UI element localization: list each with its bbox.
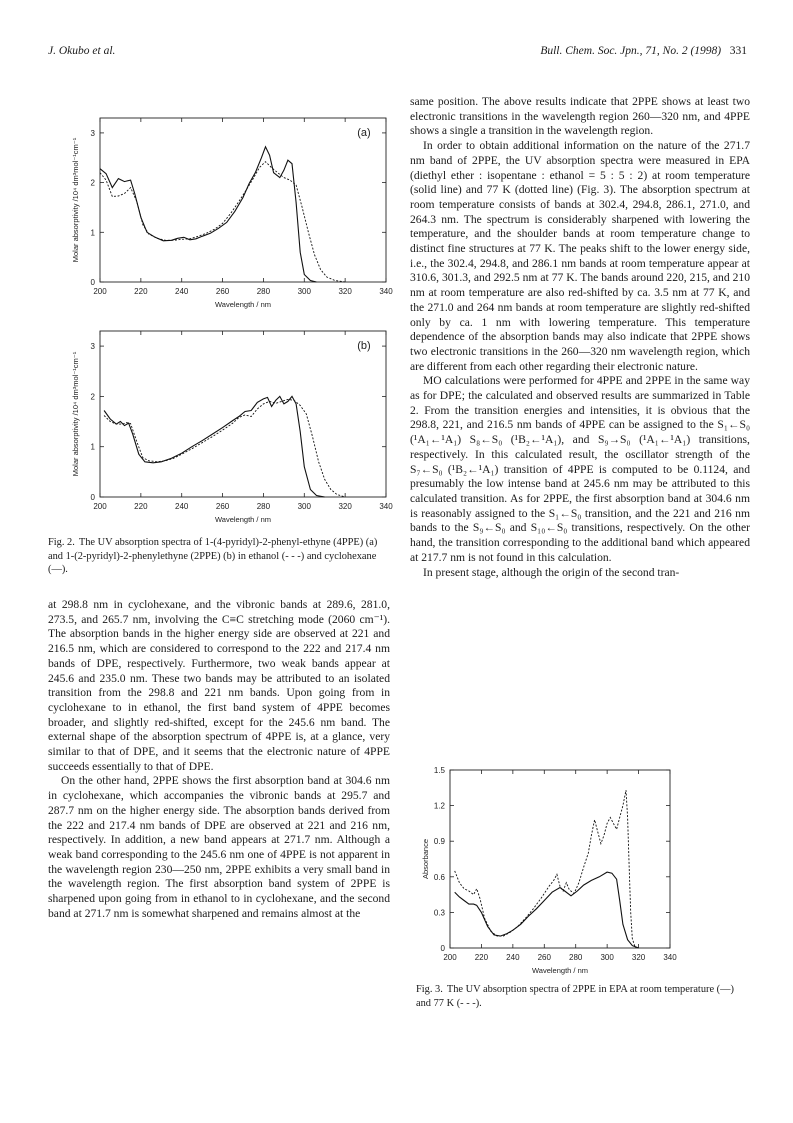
paragraph: In order to obtain additional information on the nature of the 271.7 nm band of 2PPE, the UV absorption spectra were measured in EPA (diethyl ether : isopentane : ethanol = 5 : 5 : 2) at room temperature (solid line) and 77 K (dotted line) (Fig. 3). The absorption spectrum at room temperature consists of bands at 302.4, 294.8, 286.1, 271.0, and 264.3 nm. The spectrum is considerably sharpened with lowering the temperature, and the shoulder bands at room temperature change to distinct fine structures at 77 K. The peaks shift to the lower energy side, i.e., the 302.4, 294.8, and 286.1 nm bands at room temperature appear at 310.6, 301.3, and 292.5 nm at 77 K. The bands around 220, 215, and 210 nm at room temperature are also red-shifted by ca. 3.5 nm at 77 K, and the 271.0 and 264 nm bands at room temperature are slightly red-shifted only by ca. 1 nm with lowering temperature. This temperature dependence of the absorption bands may also indicate that 2PPE shows two electronic transitions in the 260—320 nm wavelength region, which are different from each other regarding their electronic nature. [410,139,750,373]
transition-notation: S₇←S₀ (¹B₂←¹A₁) [410,462,499,476]
figure-3-label: Fig. 3. [416,984,443,995]
transition-notation: S₁←S₀ (¹A₁←¹A₁) [410,418,750,447]
plot-frame [100,118,386,282]
panel-label: (a) [357,127,371,139]
text-run: , and [561,433,590,447]
x-tick-label: 340 [379,502,393,511]
y-tick-label: 0.3 [433,908,445,918]
y-axis-label: Absorbance [421,838,430,880]
x-tick-label: 260 [215,502,230,511]
y-tick-label: 3 [90,128,95,138]
series-solid-line [104,396,325,497]
x-axis-label: Wavelength / nm [532,966,588,975]
x-tick-label: 260 [537,953,551,962]
x-tick-label: 340 [663,953,677,962]
x-tick-label: 320 [338,502,352,511]
series-solid-line [100,147,317,282]
y-tick-label: 1 [90,228,95,238]
x-tick-label: 260 [215,287,230,296]
y-axis-label: Molar absorptivity /10⁴ dm³mol⁻¹cm⁻¹ [71,351,80,477]
running-head-journal [540,45,747,57]
x-tick-label: 280 [256,502,271,511]
series-solid-line [455,872,639,948]
x-tick-label: 300 [297,287,311,296]
y-tick-label: 0.9 [433,837,445,847]
paragraph: On the other hand, 2PPE shows the first absorption band at 304.6 nm in cyclohexane, which accompanies the vibronic bands at 295.7 and 287.7 nm on the higher energy side. The absorption bands derived from the 222 and 217.4 nm bands of DPE are observed at 221 and 216 nm, respectively. In addition, a new band appears at 271.7 nm. Although a weak band corresponding to the 245.6 nm one of 4PPE is not apparent in the wavelength region 230—250 nm, 2PPE exhibits a very small band in the wavelength region. The first absorption band system of 2PPE is sharpened upon going from in ethanol to in cyclohexane, and the second band at 271.7 nm is somewhat sharpened and remains almost at the [48,774,390,920]
figure-2-caption [48,536,390,577]
x-tick-label: 300 [600,953,614,962]
y-tick-label: 2 [90,178,95,188]
text-run: MO calculations were performed for 4PPE and 2PPE in the same way as for DPE; the calculated and observed results are summarized in Table 2. From the transition energies and intensities, it is obvious that the 298.8, 221, and 216.5 nm bands of 4PPE can be assigned to the [410,374,750,432]
x-tick-label: 240 [175,287,189,296]
x-tick-label: 300 [297,502,311,511]
figure-2a-chart [64,110,394,313]
figure-2-caption-text: The UV absorption spectra of 1-(4-pyridyl)-2-phenyl-ethyne (4PPE) (a) and 1-(2-pyridyl)-2-phenylethyne (2PPE) (b) in ethanol (- - -) and cyclohexane (—). [48,537,378,576]
x-tick-label: 220 [134,502,148,511]
x-tick-label: 200 [443,953,457,962]
y-tick-label: 1 [90,442,95,452]
paragraph: same position. The above results indicate that 2PPE shows at least two electronic transitions in the wavelength region 260—320 nm, and 4PPE shows a single a transition in the wavelength region. [410,95,750,138]
figure-3-chart [418,762,742,980]
series-dashed-line [455,790,636,948]
paragraph: at 298.8 nm in cyclohexane, and the vibronic bands at 289.6, 281.0, 273.5, and 265.7 nm, involving the C≡C stretching mode (2060 cm⁻¹). The absorption bands in the higher energy side are observed at 221 and 216.5 nm, which are considered to correspond to the 222 and 217.4 nm bands of DPE, respectively. Furthermore, two weak bands appear at 245.6 and 235.0 nm. These two bands may be attributed to an isolated transition from the 298.8 and 221 nm bands. Upon going from in cyclohexane to in ethanol, the first band system of 4PPE becomes broader, and slightly red-shifted, except for the 245.6 nm band. The external shape of the absorption spectrum of 4PPE is, at a glance, very similar to that of DPE, and it seems that the electronic nature of 4PPE succeeds essentially to that of DPE. [48,598,390,773]
y-tick-label: 0 [90,278,95,287]
y-tick-label: 0.6 [433,872,445,882]
x-tick-label: 220 [474,953,489,962]
figure-3-caption-text: The UV absorption spectra of 2PPE in EPA at room temperature (—) and 77 K (- - -). [416,984,734,1009]
series-dashed-line [100,162,345,282]
x-tick-label: 240 [175,502,189,511]
y-tick-label: 3 [90,342,95,352]
figure-2-label: Fig. 2. [48,537,75,548]
transition-notation: S₉→S₀ (¹A₁←¹A₁) [597,433,691,447]
text-run: transition of 4PPE is computed to be 0.1124, and presumably the low intense band at 245.6 nm may be attributed to this calculated transition. As for 2PPE, the first absorption band at 304.6 nm is reasonably assigned to the S₁←S₀ transition, and the 221 and 216 nm bands to the S₉←S₀ and S₁₀←S₀ transitions, respectively. On the other hand, the transition corresponding to the additional band which appeared at 217.7 nm is not found in this calculation. [410,462,750,564]
transition-notation: S₈←S₀ (¹B₂←¹A₁) [469,433,562,447]
panel-label: (b) [357,340,371,352]
y-tick-label: 0 [440,944,445,953]
y-tick-label: 1.5 [433,766,445,775]
x-tick-label: 220 [134,287,148,296]
x-tick-label: 320 [631,953,646,962]
x-tick-label: 320 [338,287,352,296]
left-column-body [48,598,390,921]
y-tick-label: 1.2 [433,801,445,811]
x-axis-label: Wavelength / nm [215,515,271,524]
figure-2b-chart [64,323,394,533]
x-tick-label: 240 [506,953,520,962]
x-tick-label: 340 [379,287,393,296]
plot-frame [450,770,670,948]
y-axis-label: Molar absorptivity /10⁴ dm³mol⁻¹cm⁻¹ [71,137,80,263]
x-tick-label: 200 [93,287,107,296]
plot-frame [100,331,386,497]
y-tick-label: 2 [90,392,95,402]
running-head-authors: J. Okubo et al. [48,45,116,57]
right-column-body [410,95,750,580]
paragraph: In present stage, although the origin of the second tran- [423,565,680,579]
y-tick-label: 0 [90,493,95,502]
x-axis-label: Wavelength / nm [215,300,271,309]
paragraph [410,374,750,565]
journal-citation: Bull. Chem. Soc. Jpn., 71, No. 2 (1998) [540,45,722,57]
x-tick-label: 200 [93,502,107,511]
text-run: transitions, respectively. In this calculated result, the oscillator strength of the [410,433,750,461]
page-number: 331 [729,45,747,57]
figure-3-caption [416,983,742,1010]
x-tick-label: 280 [256,287,271,296]
x-tick-label: 280 [569,953,583,962]
